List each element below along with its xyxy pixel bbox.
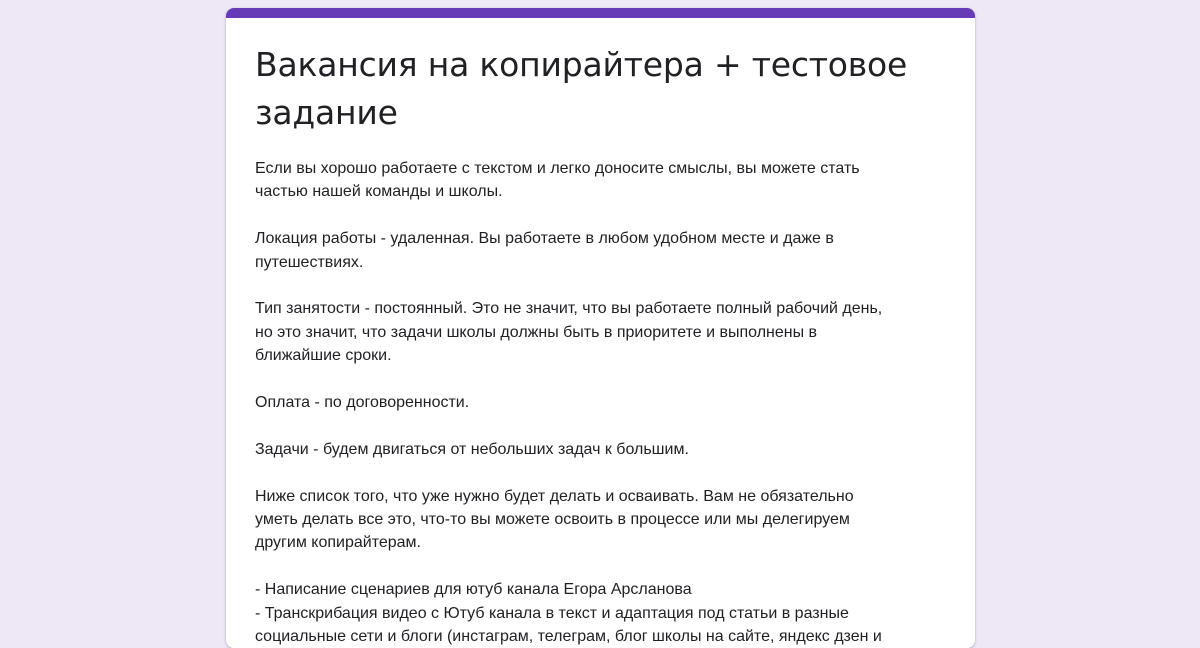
description-line: другим копирайтерам.	[255, 534, 421, 552]
description-blank-line	[255, 461, 935, 484]
description-line: частью нашей команды и школы.	[255, 183, 503, 201]
description-blank-line	[255, 274, 935, 297]
form-title-line: задание	[255, 93, 398, 132]
description-blank-line	[255, 204, 935, 227]
description-line: но это значит, что задачи школы должны быть в приоритете и выполнены в	[255, 323, 818, 341]
description-list-item-continued: социальные сети и блоги (инстаграм, телеграм, блог школы на сайте, яндекс дзен и	[255, 628, 882, 646]
description-line: уметь делать все это, что-то вы можете освоить в процессе или мы делегируем	[255, 511, 850, 529]
form-title	[255, 41, 945, 137]
description-list-item: - Транскрибация видео с Ютуб канала в текст и адаптация под статьи в разные	[255, 604, 849, 622]
description-blank-line	[255, 555, 935, 578]
form-title-line: Вакансия на копирайтера + тестовое	[255, 45, 908, 84]
form-header-card	[226, 8, 975, 648]
form-description	[255, 157, 935, 648]
description-list-item: - Написание сценариев для ютуб канала Егора Арсланова	[255, 581, 692, 599]
description-line: Тип занятости - постоянный. Это не значит, что вы работаете полный рабочий день,	[255, 300, 883, 318]
description-line: Локация работы - удаленная. Вы работаете в любом удобном месте и даже в	[255, 230, 834, 248]
description-line: путешествиях.	[255, 253, 364, 271]
description-blank-line	[255, 368, 935, 391]
description-blank-line	[255, 414, 935, 437]
description-line: ближайшие сроки.	[255, 347, 392, 365]
description-line: Ниже список того, что уже нужно будет делать и осваивать. Вам не обязательно	[255, 487, 854, 505]
description-line: Оплата - по договоренности.	[255, 394, 470, 412]
description-line: Если вы хорошо работаете с текстом и легко доносите смыслы, вы можете стать	[255, 160, 860, 177]
form-accent-bar	[226, 8, 975, 18]
description-line: Задачи - будем двигаться от небольших задач к большим.	[255, 440, 689, 458]
